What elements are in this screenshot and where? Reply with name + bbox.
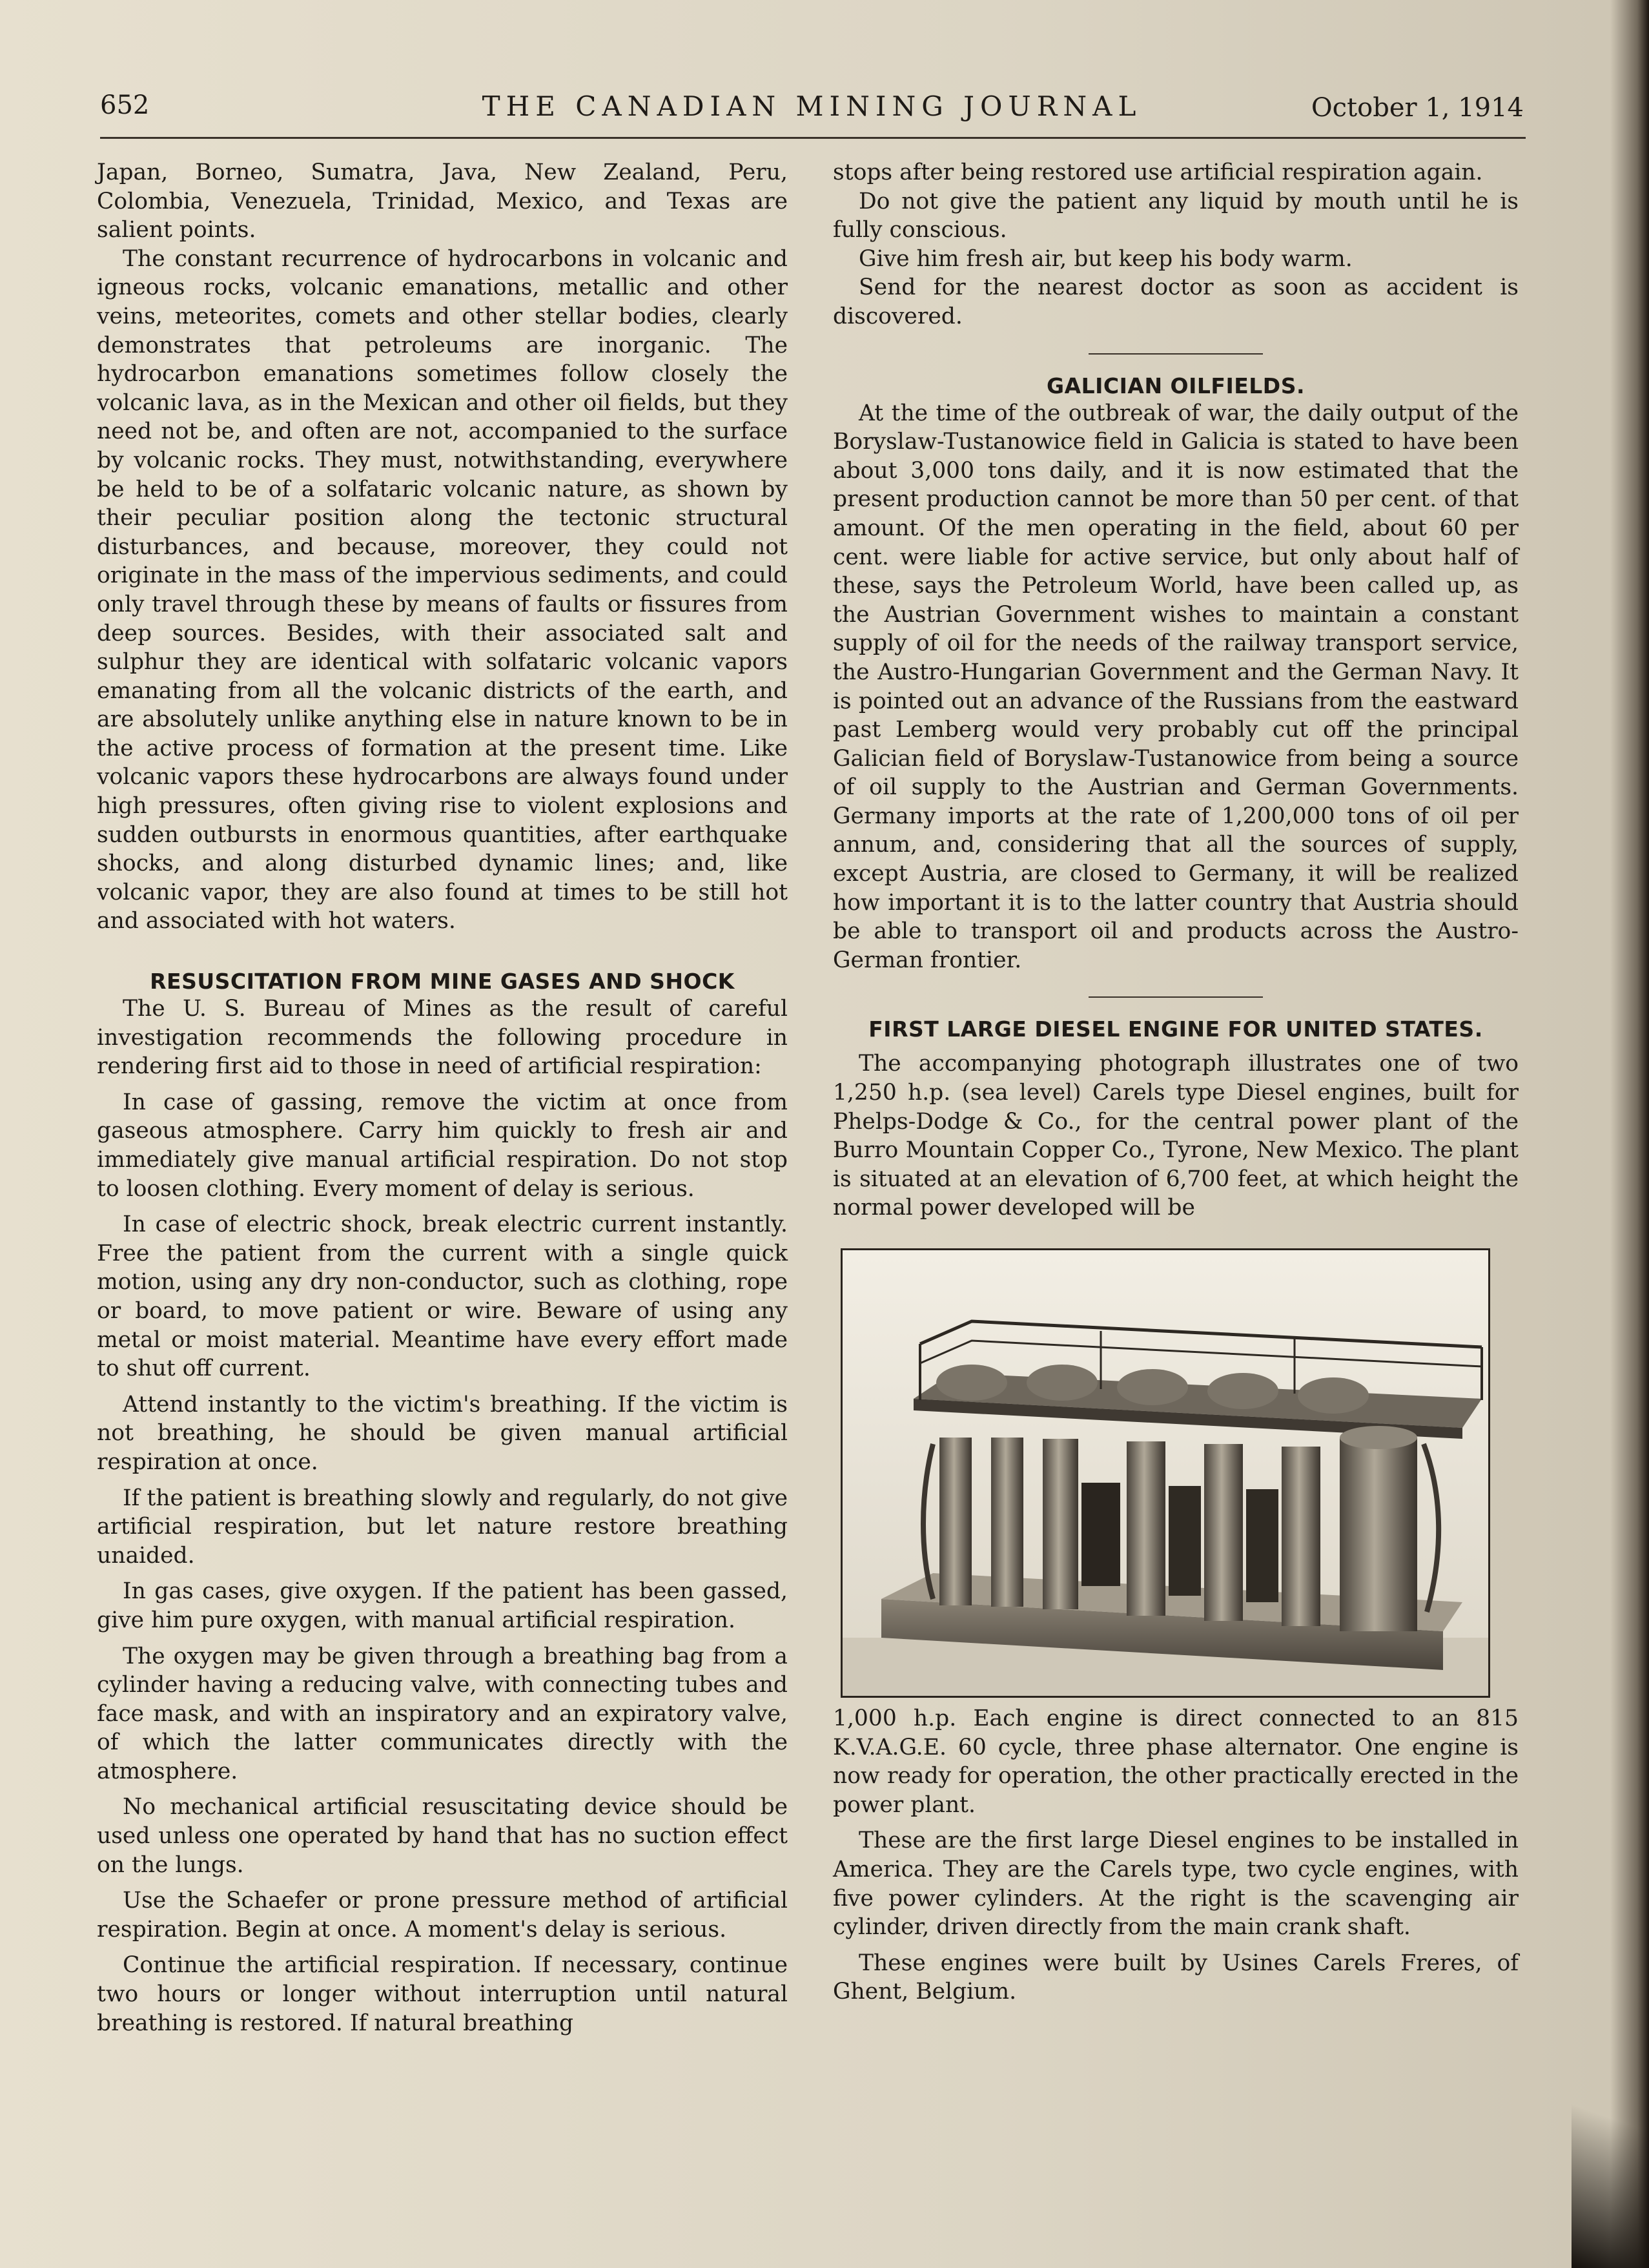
- diesel-paragraph: 1,000 h.p. Each engine is direct connected to an 815 K.V.A.G.E. 60 cycle, three phase alternator. One engine is now ready for operation, the other practically erected in the power plant.: [833, 1706, 1519, 1818]
- resuscitation-paragraph: In case of gassing, remove the victim at once from gaseous atmosphere. Carry him quickly to fresh air and immediately give manual artificial respiration. Do not stop to loosen clothing. Every moment of delay is serious.: [97, 1089, 788, 1202]
- diesel-paragraph: These engines were built by Usines Carels Freres, of Ghent, Belgium.: [833, 1950, 1519, 2005]
- continued-paragraph: Give him fresh air, but keep his body warm.: [859, 245, 1353, 272]
- book-binding-shadow: [1610, 0, 1649, 2268]
- resuscitation-paragraph: If the patient is breathing slowly and regularly, do not give artificial respiration, but let nature restore breathing unaided.: [97, 1485, 788, 1569]
- continued-paragraph: Send for the nearest doctor as soon as accident is discovered.: [833, 274, 1519, 329]
- left-column: [97, 158, 788, 2037]
- page-number: 652: [100, 90, 150, 120]
- resuscitation-paragraph: In case of electric shock, break electric current instantly. Free the patient from the current with a single quick motion, using any dry non-conductor, such as clothing, rope or board, to move patient or wire. Beware of using any metal or moist material. Meantime have every effort made to shut off current.: [97, 1211, 788, 1382]
- issue-date: October 1, 1914: [1311, 93, 1524, 123]
- continued-paragraph: stops after being restored use artificial respiration again.: [833, 160, 1483, 185]
- section-divider: [1089, 996, 1263, 998]
- journal-title: THE CANADIAN MINING JOURNAL: [482, 90, 1142, 122]
- resuscitation-paragraph: Attend instantly to the victim's breathing. If the victim is not breathing, he should be given manual artificial respiration at once.: [97, 1391, 788, 1475]
- right-column: [833, 158, 1519, 2006]
- resuscitation-paragraph: The oxygen may be given through a breathing bag from a cylinder having a reducing valve, with connecting tubes and face mask, and with an inspiratory and an expiratory valve, of which the latter communicates directly with the atmosphere.: [97, 1643, 788, 1784]
- diesel-heading: FIRST LARGE DIESEL ENGINE FOR UNITED STATES.: [868, 1016, 1483, 1042]
- intro-paragraph: Japan, Borneo, Sumatra, Java, New Zealand, Peru, Colombia, Venezuela, Trinidad, Mexico, and Texas are salient points.: [97, 160, 788, 243]
- intro-paragraph: The constant recurrence of hydrocarbons in volcanic and igneous rocks, volcanic emanations, metallic and other veins, meteorites, comets and other stellar bodies, clearly demonstrates that petroleums are inorganic. The hydrocarbon emanations sometimes follow closely the volcanic lava, as in the Mexican and other oil fields, but they need not be, and often are not, accompanied to the surface by volcanic rocks. They must, notwithstanding, everywhere be held to be of a solfataric volcanic nature, as shown by their peculiar position along the tectonic structural disturbances, and because, moreover, they could not originate in the mass of the impervious sediments, and could only travel through these by means of faults or fissures from deep sources. Besides, with their associated salt and sulphur they are identical with solfataric volcanic vapors emanating from all the volcanic districts of the earth, and are absolutely unlike anything else in nature known to be in the active process of formation at the present time. Like volcanic vapors these hydrocarbons are always found under high pressures, often giving rise to violent explosions and sudden outbursts in enormous quantities, after earthquake shocks, and along disturbed dynamic lines; and, like volcanic vapor, they are also found at times to be still hot and associated with hot waters.: [97, 245, 788, 934]
- page-corner-shadow: [1572, 2061, 1649, 2268]
- page-header: [100, 90, 1524, 136]
- resuscitation-paragraph: Continue the artificial respiration. If necessary, continue two hours or longer without interruption until natural breathing is restored. If natural breathing: [97, 1952, 788, 2036]
- galician-paragraph: At the time of the outbreak of war, the daily output of the Boryslaw-Tustanowice field in Galicia is stated to have been about 3,000 tons daily, and it is now estimated that the present production cannot be more than 50 per cent. of that amount. Of the men operating in the field, about 60 per cent. were liable for active service, but only about half of these, says the Petroleum World, have been called up, as the Austrian Government wishes to maintain a constant supply of oil for the needs of the railway transport service, the Austro-Hungarian Government and the German Navy. It is pointed out an advance of the Russians from the eastward past Lemberg would very probably cut off the principal Galician field of Boryslaw-Tustanowice from being a source of oil supply to the Austrian and German Governments. Germany imports at the rate of 1,200,000 tons of oil per annum, and, considering that all the sources of supply, except Austria, are closed to Germany, it will be realized how important it is to the latter country that Austria should be able to transport oil and products across the Austro-German frontier.: [833, 400, 1519, 973]
- resuscitation-paragraph: Use the Schaefer or prone pressure method of artificial respiration. Begin at once. A moment's delay is serious.: [97, 1888, 788, 1943]
- resuscitation-paragraph: The U. S. Bureau of Mines as the result of careful investigation recommends the following procedure in rendering first aid to those in need of artificial respiration:: [97, 996, 788, 1080]
- diesel-engine-photo: [841, 1248, 1490, 1698]
- header-rule: [100, 137, 1526, 139]
- resuscitation-paragraph: In gas cases, give oxygen. If the patient has been gassed, give him pure oxygen, with manual artificial respiration.: [97, 1578, 788, 1633]
- resuscitation-heading: RESUSCITATION FROM MINE GASES AND SHOCK: [150, 969, 735, 995]
- resuscitation-paragraph: No mechanical artificial resuscitating device should be used unless one operated by hand that has no suction effect on the lungs.: [97, 1794, 788, 1878]
- diesel-paragraph: These are the first large Diesel engines to be installed in America. They are the Carels type, two cycle engines, with five power cylinders. At the right is the scavenging air cylinder, driven directly from the main crank shaft.: [833, 1828, 1519, 1941]
- continued-paragraph: Do not give the patient any liquid by mouth until he is fully conscious.: [833, 188, 1519, 243]
- section-divider: [1089, 353, 1263, 355]
- diesel-paragraph: The accompanying photograph illustrates one of two 1,250 h.p. (sea level) Carels type Diesel engines, built for Phelps-Dodge & Co., for the central power plant of the Burro Mountain Copper Co., Tyrone, New Mexico. The plant is situated at an elevation of 6,700 feet, at which height the normal power developed will be: [833, 1051, 1519, 1221]
- diesel-engine-illustration: [843, 1250, 1488, 1696]
- galician-heading: GALICIAN OILFIELDS.: [1046, 373, 1306, 398]
